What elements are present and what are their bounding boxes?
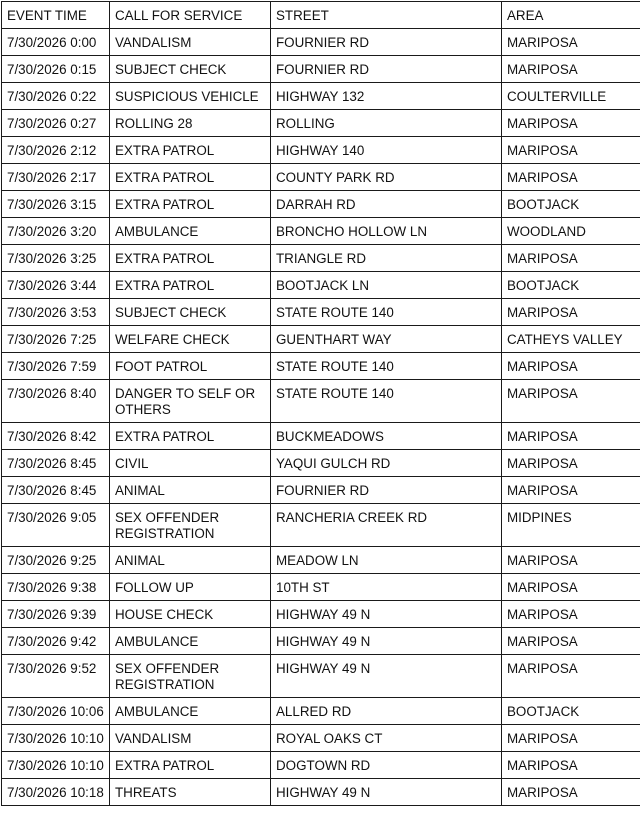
area-cell: MARIPOSA (502, 779, 640, 806)
call-for-service-cell: ANIMAL (110, 547, 271, 574)
area-cell: MIDPINES (502, 504, 640, 547)
call-for-service-cell: SUSPICIOUS VEHICLE (110, 83, 271, 110)
street-cell: STATE ROUTE 140 (271, 353, 502, 380)
event-time-cell: 7/30/2026 10:10 (2, 752, 110, 779)
call-for-service-cell: CIVIL (110, 450, 271, 477)
area-cell: MARIPOSA (502, 29, 640, 56)
call-for-service-cell: THREATS (110, 779, 271, 806)
call-for-service-cell: SUBJECT CHECK (110, 56, 271, 83)
call-for-service-cell: FOLLOW UP (110, 574, 271, 601)
table-row (2, 574, 640, 601)
street-cell: DOGTOWN RD (271, 752, 502, 779)
event-time-cell: 7/30/2026 3:53 (2, 299, 110, 326)
table-row (2, 628, 640, 655)
table-body (2, 29, 640, 806)
event-time-cell: 7/30/2026 8:45 (2, 450, 110, 477)
event-time-cell: 7/30/2026 0:27 (2, 110, 110, 137)
event-time-cell: 7/30/2026 8:40 (2, 380, 110, 423)
event-time-cell: 7/30/2026 8:45 (2, 477, 110, 504)
event-time-cell: 7/30/2026 3:44 (2, 272, 110, 299)
table-row (2, 245, 640, 272)
call-for-service-cell: SUBJECT CHECK (110, 299, 271, 326)
event-time-cell: 7/30/2026 9:05 (2, 504, 110, 547)
event-time-cell: 7/30/2026 10:06 (2, 698, 110, 725)
event-time-cell: 7/30/2026 2:17 (2, 164, 110, 191)
event-time-cell: 7/30/2026 10:10 (2, 725, 110, 752)
table-row (2, 218, 640, 245)
area-cell: BOOTJACK (502, 698, 640, 725)
event-time-cell: 7/30/2026 3:20 (2, 218, 110, 245)
street-cell: STATE ROUTE 140 (271, 299, 502, 326)
call-for-service-cell: EXTRA PATROL (110, 191, 271, 218)
table-row (2, 272, 640, 299)
event-time-cell: 7/30/2026 9:52 (2, 655, 110, 698)
call-log-table (1, 1, 640, 806)
call-for-service-cell: AMBULANCE (110, 628, 271, 655)
event-time-cell: 7/30/2026 0:22 (2, 83, 110, 110)
area-cell: MARIPOSA (502, 725, 640, 752)
area-cell: MARIPOSA (502, 245, 640, 272)
street-cell: HIGHWAY 132 (271, 83, 502, 110)
table-row (2, 725, 640, 752)
call-for-service-cell: EXTRA PATROL (110, 245, 271, 272)
street-cell: YAQUI GULCH RD (271, 450, 502, 477)
table-row (2, 137, 640, 164)
area-cell: MARIPOSA (502, 137, 640, 164)
event-time-cell: 7/30/2026 7:25 (2, 326, 110, 353)
call-for-service-cell: ANIMAL (110, 477, 271, 504)
event-time-cell: 7/30/2026 9:42 (2, 628, 110, 655)
header-street: STREET (271, 2, 502, 29)
street-cell: ALLRED RD (271, 698, 502, 725)
call-for-service-cell: EXTRA PATROL (110, 137, 271, 164)
table-row (2, 110, 640, 137)
table-row (2, 29, 640, 56)
street-cell: HIGHWAY 49 N (271, 628, 502, 655)
call-for-service-cell: DANGER TO SELF OR OTHERS (110, 380, 271, 423)
call-for-service-cell: VANDALISM (110, 725, 271, 752)
table-row (2, 56, 640, 83)
area-cell: WOODLAND (502, 218, 640, 245)
table-row (2, 547, 640, 574)
call-for-service-cell: EXTRA PATROL (110, 164, 271, 191)
event-time-cell: 7/30/2026 3:15 (2, 191, 110, 218)
table-row (2, 698, 640, 725)
area-cell: MARIPOSA (502, 380, 640, 423)
call-for-service-cell: HOUSE CHECK (110, 601, 271, 628)
table-row (2, 423, 640, 450)
event-time-cell: 7/30/2026 9:39 (2, 601, 110, 628)
table-row (2, 326, 640, 353)
street-cell: HIGHWAY 140 (271, 137, 502, 164)
street-cell: TRIANGLE RD (271, 245, 502, 272)
table-row (2, 601, 640, 628)
area-cell: MARIPOSA (502, 547, 640, 574)
street-cell: HIGHWAY 49 N (271, 655, 502, 698)
event-time-cell: 7/30/2026 8:42 (2, 423, 110, 450)
call-for-service-cell: EXTRA PATROL (110, 752, 271, 779)
call-for-service-cell: VANDALISM (110, 29, 271, 56)
area-cell: MARIPOSA (502, 655, 640, 698)
street-cell: BRONCHO HOLLOW LN (271, 218, 502, 245)
area-cell: COULTERVILLE (502, 83, 640, 110)
header-area: AREA (502, 2, 640, 29)
table-row (2, 450, 640, 477)
event-time-cell: 7/30/2026 3:25 (2, 245, 110, 272)
street-cell: 10TH ST (271, 574, 502, 601)
call-for-service-cell: WELFARE CHECK (110, 326, 271, 353)
call-for-service-cell: SEX OFFENDER REGISTRATION (110, 504, 271, 547)
area-cell: MARIPOSA (502, 353, 640, 380)
event-time-cell: 7/30/2026 9:38 (2, 574, 110, 601)
area-cell: MARIPOSA (502, 752, 640, 779)
call-for-service-cell: EXTRA PATROL (110, 272, 271, 299)
area-cell: MARIPOSA (502, 450, 640, 477)
header-call-for-service: CALL FOR SERVICE (110, 2, 271, 29)
street-cell: ROYAL OAKS CT (271, 725, 502, 752)
street-cell: HIGHWAY 49 N (271, 601, 502, 628)
table-row (2, 191, 640, 218)
table-row (2, 477, 640, 504)
area-cell: MARIPOSA (502, 574, 640, 601)
street-cell: RANCHERIA CREEK RD (271, 504, 502, 547)
event-time-cell: 7/30/2026 9:25 (2, 547, 110, 574)
street-cell: STATE ROUTE 140 (271, 380, 502, 423)
area-cell: MARIPOSA (502, 423, 640, 450)
table-row (2, 380, 640, 423)
area-cell: CATHEYS VALLEY (502, 326, 640, 353)
area-cell: MARIPOSA (502, 477, 640, 504)
area-cell: MARIPOSA (502, 299, 640, 326)
area-cell: MARIPOSA (502, 164, 640, 191)
event-time-cell: 7/30/2026 10:18 (2, 779, 110, 806)
call-for-service-cell: FOOT PATROL (110, 353, 271, 380)
call-for-service-cell: AMBULANCE (110, 218, 271, 245)
street-cell: BOOTJACK LN (271, 272, 502, 299)
table-row (2, 299, 640, 326)
area-cell: MARIPOSA (502, 628, 640, 655)
area-cell: BOOTJACK (502, 272, 640, 299)
table-row (2, 752, 640, 779)
call-for-service-cell: AMBULANCE (110, 698, 271, 725)
street-cell: FOURNIER RD (271, 29, 502, 56)
street-cell: FOURNIER RD (271, 56, 502, 83)
call-for-service-cell: SEX OFFENDER REGISTRATION (110, 655, 271, 698)
event-time-cell: 7/30/2026 0:15 (2, 56, 110, 83)
event-time-cell: 7/30/2026 0:00 (2, 29, 110, 56)
street-cell: HIGHWAY 49 N (271, 779, 502, 806)
table-row (2, 164, 640, 191)
event-time-cell: 7/30/2026 2:12 (2, 137, 110, 164)
table-row (2, 779, 640, 806)
table-row (2, 655, 640, 698)
call-for-service-cell: ROLLING 28 (110, 110, 271, 137)
street-cell: BUCKMEADOWS (271, 423, 502, 450)
table-row (2, 83, 640, 110)
event-time-cell: 7/30/2026 7:59 (2, 353, 110, 380)
table-row (2, 504, 640, 547)
call-for-service-cell: EXTRA PATROL (110, 423, 271, 450)
area-cell: MARIPOSA (502, 601, 640, 628)
street-cell: MEADOW LN (271, 547, 502, 574)
street-cell: FOURNIER RD (271, 477, 502, 504)
header-row (2, 2, 640, 29)
header-event-time: EVENT TIME (2, 2, 110, 29)
area-cell: BOOTJACK (502, 191, 640, 218)
street-cell: ROLLING (271, 110, 502, 137)
street-cell: COUNTY PARK RD (271, 164, 502, 191)
table-row (2, 353, 640, 380)
area-cell: MARIPOSA (502, 110, 640, 137)
street-cell: GUENTHART WAY (271, 326, 502, 353)
area-cell: MARIPOSA (502, 56, 640, 83)
street-cell: DARRAH RD (271, 191, 502, 218)
